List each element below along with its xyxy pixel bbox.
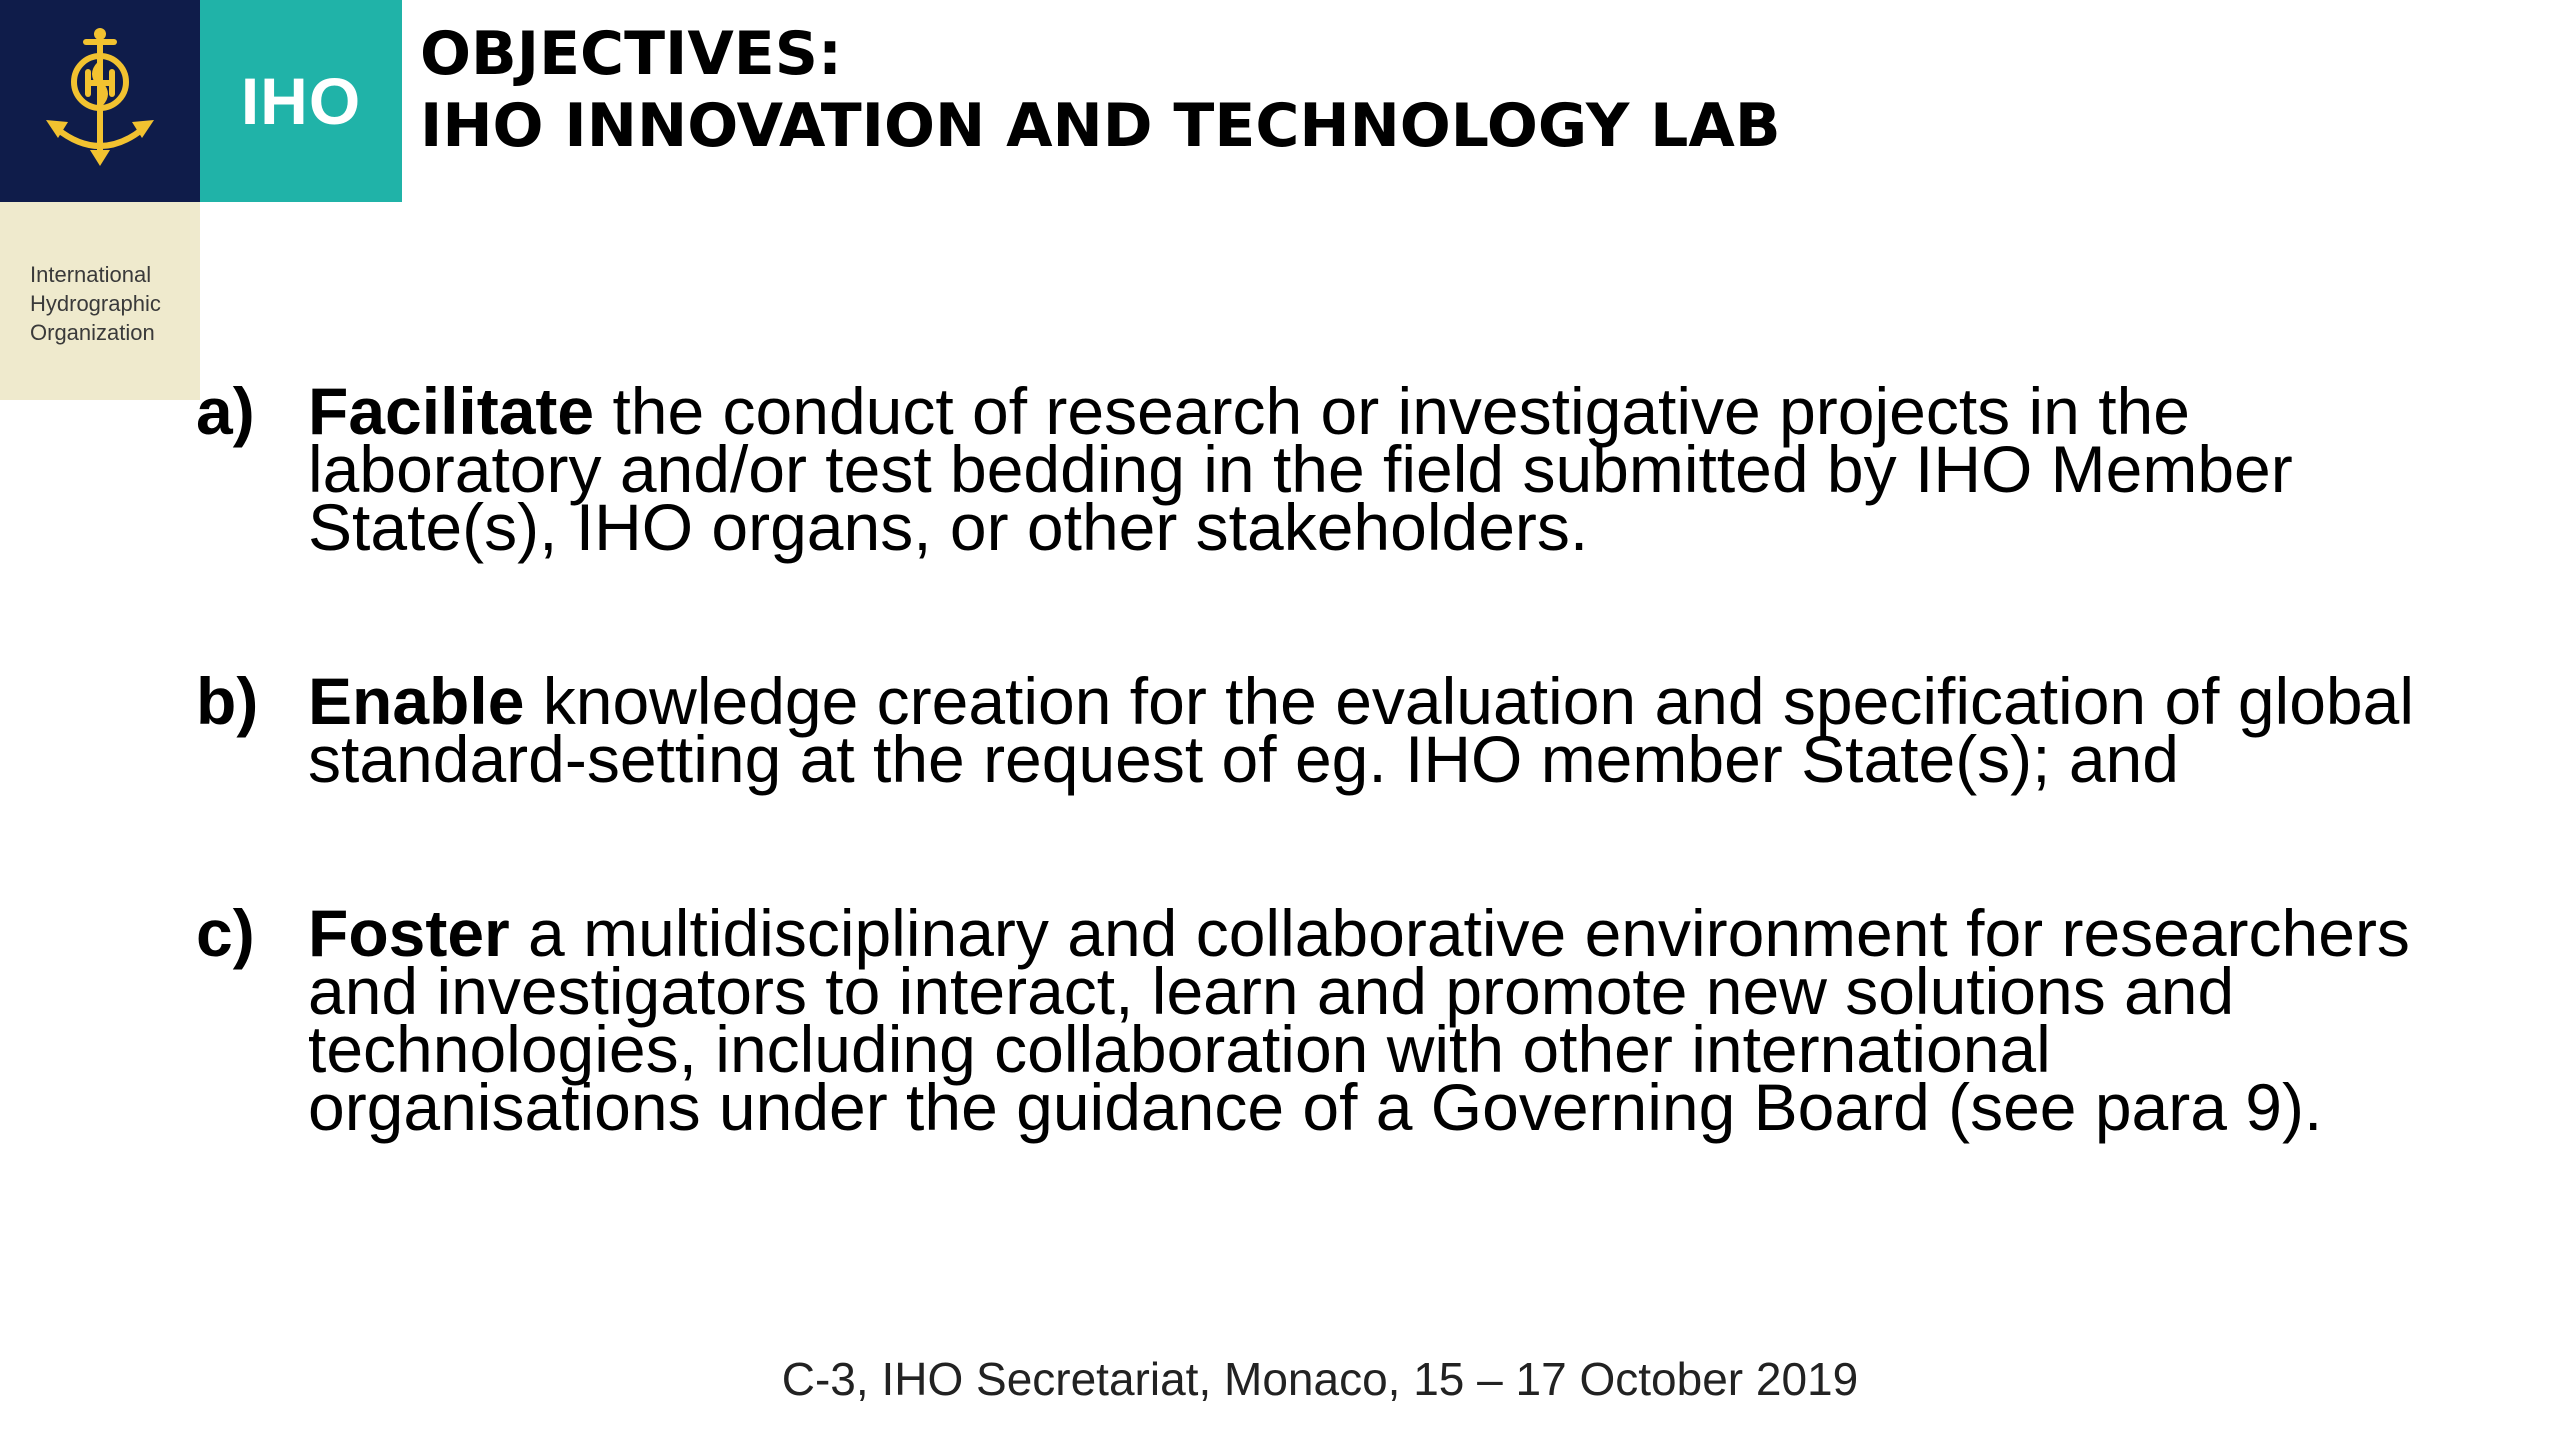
objective-item-a xyxy=(196,374,2456,564)
objective-marker: a) xyxy=(196,374,255,448)
objectives-list xyxy=(196,374,2456,1144)
objective-lead-word: Facilitate xyxy=(308,374,595,448)
logo-abbreviation: IHO xyxy=(200,0,402,202)
objective-marker: c) xyxy=(196,896,255,970)
logo-emblem-block xyxy=(0,0,200,202)
anchor-emblem-icon xyxy=(38,28,162,168)
title-line-2: IHO INNOVATION AND TECHNOLOGY LAB xyxy=(420,91,1781,161)
logo-organization-block xyxy=(0,202,200,400)
organization-name: International Hydrographic Organization xyxy=(30,262,161,345)
objective-item-c xyxy=(196,896,2456,1144)
slide-title xyxy=(420,18,1781,162)
objective-text: the conduct of research or investigative projects in the laboratory and/or test bedding in the field submitted by IHO Member State(s), IHO organs, or other stakeholders. xyxy=(308,374,2293,564)
objective-lead-word: Enable xyxy=(308,664,525,738)
objective-text: a multidisciplinary and collaborative environment for researchers and investigators to interact, learn and promote new solutions and technologies, including collaboration with other international organisations under the guidance of a Governing Board (see para 9). xyxy=(308,896,2410,1144)
slide-footer: C-3, IHO Secretariat, Monaco, 15 – 17 October 2019 xyxy=(781,1353,1859,1405)
objective-marker: b) xyxy=(196,664,259,738)
title-line-1: OBJECTIVES: xyxy=(420,19,842,89)
objective-lead-word: Foster xyxy=(308,896,510,970)
objective-text: knowledge creation for the evaluation and specification of global standard-setting at the request of eg. IHO member State(s); and xyxy=(308,664,2414,796)
objective-item-b xyxy=(196,664,2456,796)
